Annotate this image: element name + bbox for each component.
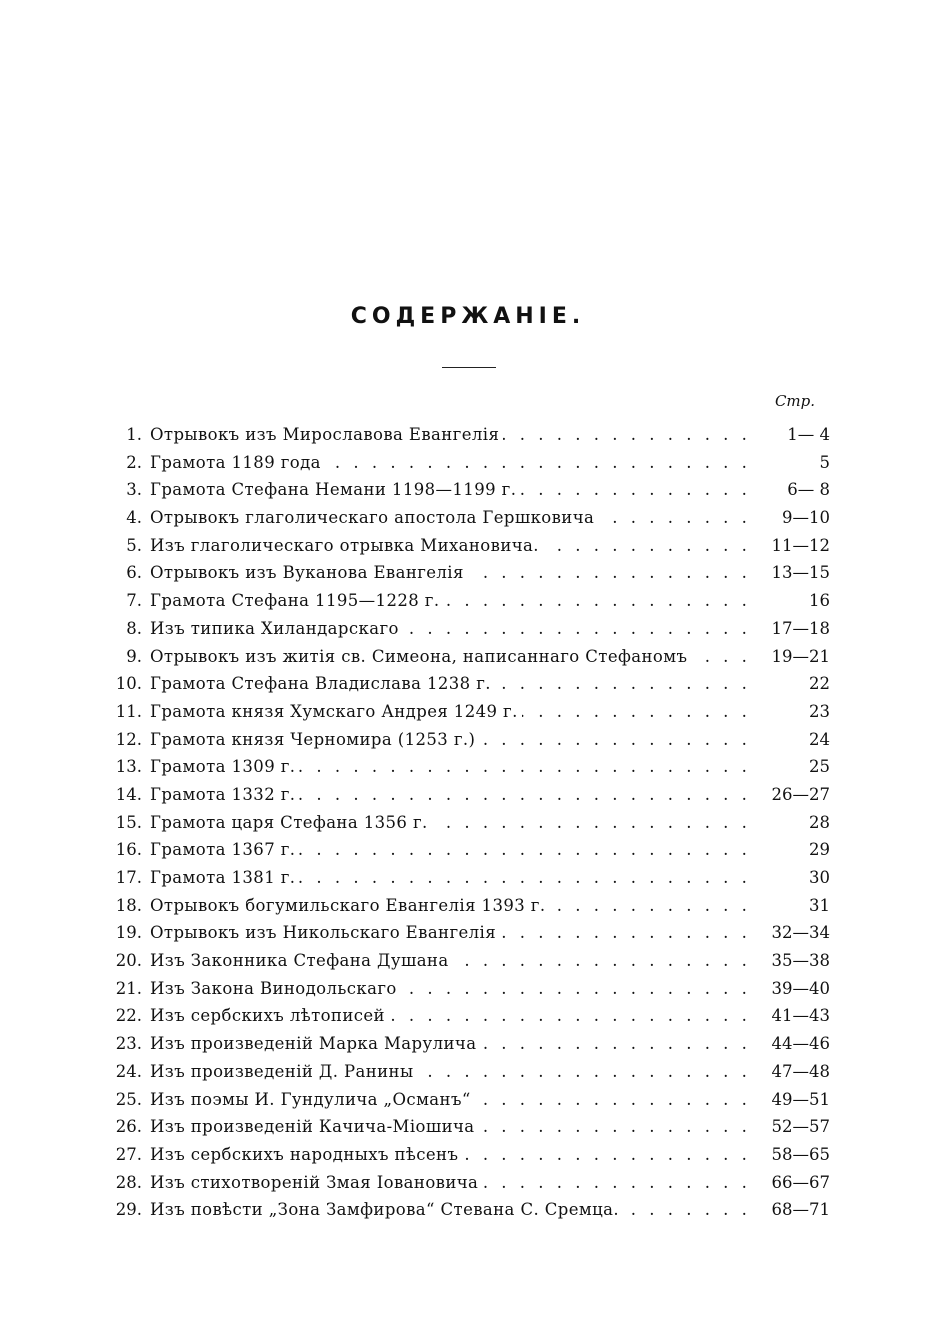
toc-entry-title-with-leader	[150, 643, 750, 671]
toc-entry-title: Изъ сербскихъ лѣтописей	[150, 1006, 389, 1025]
toc-entry	[100, 532, 840, 560]
toc-entry-pages: 16	[809, 591, 830, 611]
toc-entry-title-with-leader	[150, 781, 750, 809]
toc-entry	[100, 947, 840, 975]
toc-entry-number: 29.	[115, 1200, 142, 1220]
toc-entry-number: 5.	[126, 535, 142, 555]
toc-entry	[100, 1141, 840, 1169]
toc-entry-title: Изъ произведеній Д. Ранины	[150, 1062, 417, 1081]
toc-entry-pages: 9—10	[782, 508, 830, 528]
toc-entry-number: 10.	[115, 674, 142, 694]
toc-entry	[100, 1086, 840, 1114]
toc-entry-pages: 17—18	[771, 618, 830, 638]
toc-entry-title: Грамота Стефана Немани 1198—1199 г.	[150, 480, 520, 499]
toc-entry-number: 13.	[115, 757, 142, 777]
toc-entry-pages: 1— 4	[787, 425, 830, 444]
toc-entry-title: Изъ сербскихъ народныхъ пѣсенъ	[150, 1145, 462, 1164]
toc-entry-title: Отрывокъ изъ Никольскаго Евангелія	[150, 923, 500, 942]
toc-entry	[100, 1030, 840, 1058]
toc-entry-title-with-leader	[150, 864, 750, 892]
toc-entry-title: Отрывокъ изъ Мирославова Евангелія	[150, 425, 503, 444]
toc-entry	[100, 587, 840, 615]
toc-entry-number: 11.	[115, 701, 142, 721]
toc-entry-pages: 47—48	[771, 1061, 830, 1081]
toc-entry-pages: 26—27	[771, 784, 830, 804]
toc-entry-pages: 6— 8	[787, 480, 830, 500]
toc-entry	[100, 1058, 840, 1086]
toc-entry	[100, 504, 840, 532]
toc-entry-title-with-leader	[150, 892, 750, 920]
toc-entry-title-with-leader	[150, 504, 750, 532]
toc-entry-title-with-leader	[150, 698, 750, 726]
toc-entry-number: 17.	[115, 868, 142, 887]
toc-entry	[100, 643, 840, 671]
toc-entry	[100, 753, 840, 781]
toc-entry-title-with-leader	[150, 421, 750, 449]
toc-entry-number: 19.	[115, 923, 142, 943]
toc-entry	[100, 1196, 840, 1224]
toc-entry-number: 4.	[126, 508, 142, 528]
toc-entry-title: Грамота царя Стефана 1356 г.	[150, 813, 432, 832]
toc-entry-title: Грамота князя Хумскаго Андрея 1249 г.	[150, 702, 522, 721]
toc-entry-title-with-leader	[150, 1196, 750, 1224]
toc-entry-title-with-leader	[150, 670, 750, 698]
toc-entry-number: 14.	[115, 784, 142, 804]
toc-entry-title: Грамота 1381 г.	[150, 868, 299, 887]
toc-entry-title-with-leader	[150, 726, 750, 754]
toc-entry-title-with-leader	[150, 809, 750, 837]
toc-entry-title: Изъ произведеній Марка Марулича	[150, 1034, 480, 1053]
toc-entry-pages: 39—40	[771, 978, 830, 998]
toc-entry-number: 2.	[126, 452, 142, 472]
toc-entry-pages: 49—51	[771, 1089, 830, 1109]
toc-entry-title-with-leader	[150, 1058, 750, 1086]
toc-entry-title: Грамота 1332 г.	[150, 785, 299, 804]
toc-entry	[100, 919, 840, 947]
toc-entry-pages: 31	[809, 895, 830, 915]
toc-entry-number: 23.	[115, 1034, 142, 1054]
toc-entry	[100, 975, 840, 1003]
toc-entry-number: 28.	[115, 1172, 142, 1192]
toc-entry-title: Грамота князя Черномира (1253 г.)	[150, 730, 479, 749]
toc-entry-title-with-leader	[150, 1169, 750, 1197]
toc-entry-title: Грамота 1189 года	[150, 453, 325, 472]
toc-entry-pages: 25	[809, 757, 830, 777]
toc-entry-number: 16.	[115, 840, 142, 860]
toc-entry	[100, 726, 840, 754]
toc-entry-title-with-leader	[150, 449, 750, 477]
toc-entry-title: Изъ Законника Стефана Душана	[150, 951, 453, 970]
toc-entry-pages: 52—57	[771, 1117, 830, 1137]
toc-entry-pages: 41—43	[771, 1006, 830, 1026]
toc-entry	[100, 1002, 840, 1030]
toc-entry-title-with-leader	[150, 947, 750, 975]
toc-entry-title-with-leader	[150, 1113, 750, 1141]
toc-entry-pages: 11—12	[771, 535, 830, 555]
toc-entry	[100, 476, 840, 504]
toc-entry	[100, 421, 840, 449]
toc-entry-title-with-leader	[150, 476, 750, 504]
toc-entry-title-with-leader	[150, 1030, 750, 1058]
page-title: СОДЕРЖАНІЕ.	[350, 304, 586, 329]
toc-entry	[100, 1113, 840, 1141]
toc-entry-title: Отрывокъ изъ житія св. Симеона, написаннаго Стефаномъ	[150, 647, 691, 666]
toc-entry-pages: 58—65	[771, 1144, 830, 1164]
toc-entry-number: 27.	[115, 1144, 142, 1164]
toc-entry-pages: 23	[809, 701, 830, 721]
toc-entry	[100, 864, 840, 892]
toc-entry-title: Изъ типика Хиландарскаго	[150, 619, 403, 638]
toc-entry-pages: 24	[809, 729, 830, 749]
toc-entry-number: 20.	[115, 951, 142, 971]
toc-entry-title-with-leader	[150, 587, 750, 615]
toc-entry-title: Грамота 1367 г.	[150, 840, 299, 859]
toc-entry-number: 7.	[126, 591, 142, 611]
table-of-contents	[100, 421, 840, 1224]
toc-entry-title: Изъ повѣсти „Зона Замфирова“ Стевана С. Сремца.	[150, 1200, 623, 1219]
toc-entry-title-with-leader	[150, 532, 750, 560]
toc-entry-pages: 32—34	[771, 923, 830, 943]
toc-entry-number: 15.	[115, 812, 142, 832]
toc-entry-pages: 19—21	[771, 646, 830, 666]
toc-entry-title: Отрывокъ богумильскаго Евангелія 1393 г.	[150, 896, 549, 915]
toc-entry-pages: 13—15	[771, 563, 830, 583]
toc-entry	[100, 559, 840, 587]
toc-entry-pages: 68—71	[771, 1200, 830, 1220]
toc-entry	[100, 809, 840, 837]
toc-entry	[100, 836, 840, 864]
toc-entry-pages: 22	[809, 674, 830, 694]
toc-entry-number: 22.	[115, 1006, 142, 1026]
toc-entry-number: 24.	[115, 1061, 142, 1081]
toc-entry	[100, 615, 840, 643]
toc-entry	[100, 698, 840, 726]
toc-entry-number: 12.	[115, 729, 142, 749]
toc-entry-number: 3.	[126, 480, 142, 500]
pages-column-header: Стр.	[774, 392, 816, 410]
toc-entry-title: Грамота Стефана 1195—1228 г.	[150, 591, 443, 610]
toc-entry-pages: 5	[819, 452, 830, 472]
toc-entry-title-with-leader	[150, 1002, 750, 1030]
toc-entry-pages: 29	[809, 840, 830, 860]
toc-entry-title: Отрывокъ изъ Вуканова Евангелія	[150, 563, 468, 582]
toc-entry-number: 21.	[115, 978, 142, 998]
toc-entry-title-with-leader	[150, 615, 750, 643]
toc-entry-title: Изъ Закона Винодольскаго	[150, 979, 401, 998]
toc-entry-number: 26.	[115, 1117, 142, 1137]
toc-entry-pages: 35—38	[771, 951, 830, 971]
toc-entry-title-with-leader	[150, 1141, 750, 1169]
toc-entry-title-with-leader	[150, 1086, 750, 1114]
toc-entry-title: Грамота Стефана Владислава 1238 г.	[150, 674, 495, 693]
toc-entry-number: 6.	[126, 563, 142, 583]
toc-entry	[100, 670, 840, 698]
toc-entry	[100, 449, 840, 477]
toc-entry-title: Изъ поэмы И. Гундулича „Османъ“	[150, 1090, 475, 1109]
toc-entry-title-with-leader	[150, 836, 750, 864]
toc-entry-number: 8.	[126, 618, 142, 638]
toc-entry-title: Изъ глаголическаго отрывка Михановича.	[150, 536, 543, 555]
toc-entry-title-with-leader	[150, 753, 750, 781]
toc-entry-title-with-leader	[150, 559, 750, 587]
toc-entry	[100, 781, 840, 809]
toc-entry-pages: 66—67	[771, 1172, 830, 1192]
toc-entry-pages: 44—46	[771, 1034, 830, 1054]
toc-entry-number: 18.	[115, 895, 142, 915]
toc-entry-title-with-leader	[150, 975, 750, 1003]
toc-entry-title: Грамота 1309 г.	[150, 757, 299, 776]
toc-entry-title: Изъ стихотвореній Змая Іовановича	[150, 1173, 482, 1192]
toc-entry-number: 25.	[115, 1089, 142, 1109]
toc-entry-number: 9.	[126, 646, 142, 666]
title-divider	[442, 367, 496, 368]
toc-entry-number: 1.	[126, 425, 142, 444]
toc-entry	[100, 892, 840, 920]
toc-entry-pages: 28	[809, 812, 830, 832]
toc-entry-pages: 30	[809, 868, 830, 887]
toc-entry-title: Отрывокъ глаголическаго апостола Гершковича	[150, 508, 598, 527]
toc-entry	[100, 1169, 840, 1197]
toc-entry-title-with-leader	[150, 919, 750, 947]
toc-entry-title: Изъ произведеній Качича-Міошича	[150, 1117, 479, 1136]
